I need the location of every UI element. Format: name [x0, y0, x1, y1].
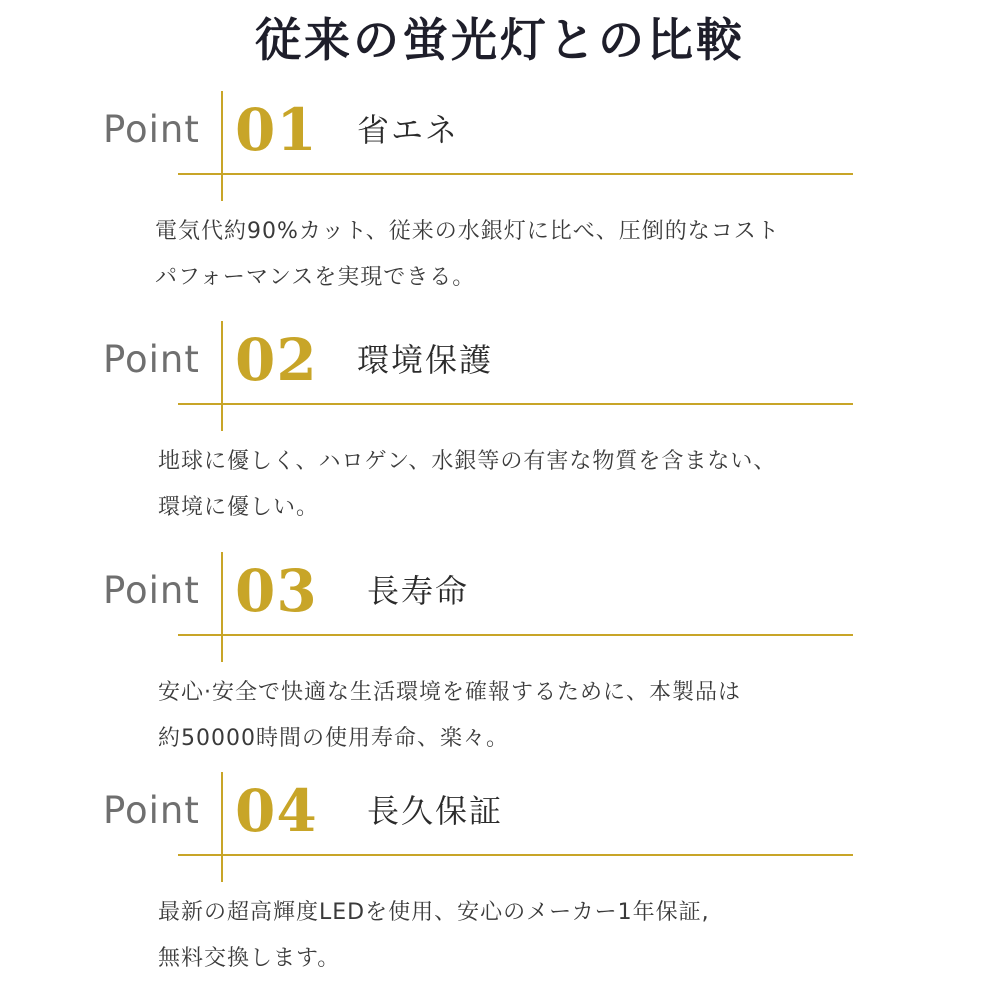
horizontal-divider [178, 403, 853, 405]
point-number: 01 [235, 96, 318, 164]
point-heading: 長久保証 [367, 792, 504, 830]
horizontal-divider [178, 634, 853, 636]
point-label: Point [103, 338, 200, 381]
point-description [158, 890, 878, 982]
point-description [155, 209, 875, 301]
point-description [158, 439, 878, 531]
point-heading: 省エネ [357, 111, 460, 149]
description-line: 最新の超高輝度LEDを使用、安心のメーカー1年保証, [158, 900, 710, 925]
point-section-3 [0, 552, 1000, 782]
vertical-divider [221, 772, 223, 882]
description-line: 無料交換します。 [158, 946, 341, 971]
description-line: パフォーマンスを実現できる。 [155, 265, 476, 290]
horizontal-divider [178, 173, 853, 175]
description-line: 電気代約90%カット、従来の水銀灯に比べ、圧倒的なコスト [155, 219, 780, 244]
vertical-divider [221, 552, 223, 662]
description-line: 安心·安全で快適な生活環境を確報するために、本製品は [158, 680, 741, 705]
point-label: Point [103, 569, 200, 612]
point-label: Point [103, 108, 200, 151]
description-line: 約50000時間の使用寿命、楽々。 [158, 726, 509, 751]
point-heading: 長寿命 [367, 572, 470, 610]
point-number: 03 [235, 557, 318, 625]
point-section-1 [0, 91, 1000, 321]
page-title: 従来の蛍光灯との比較 [255, 13, 745, 67]
description-line: 地球に優しく、ハロゲン、水銀等の有害な物質を含まない、 [158, 449, 777, 474]
point-section-4 [0, 772, 1000, 1002]
horizontal-divider [178, 854, 853, 856]
description-line: 環境に優しい。 [158, 495, 320, 520]
point-label: Point [103, 789, 200, 832]
point-number: 04 [235, 777, 318, 845]
vertical-divider [221, 321, 223, 431]
point-number: 02 [235, 326, 318, 394]
point-description [158, 670, 878, 762]
vertical-divider [221, 91, 223, 201]
point-heading: 環境保護 [357, 341, 494, 379]
point-section-2 [0, 321, 1000, 551]
